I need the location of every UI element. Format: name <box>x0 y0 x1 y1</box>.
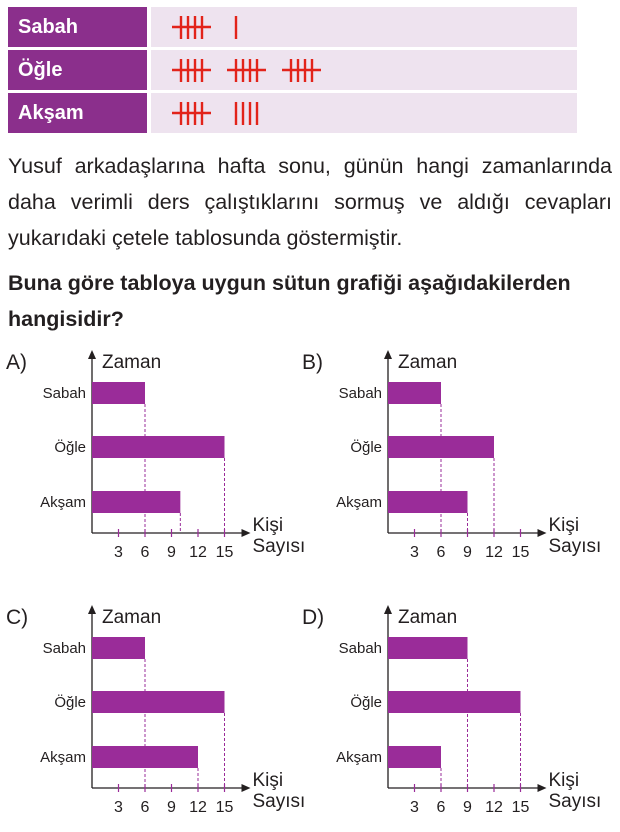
tally-row-sabah <box>8 7 577 47</box>
tally-marks-svg <box>151 7 577 47</box>
x-axis-title: Kişi <box>252 770 284 791</box>
category-label: Öğle <box>350 694 382 711</box>
category-label: Öğle <box>350 439 382 456</box>
y-axis-title: Zaman <box>102 352 162 373</box>
question-text: Yusuf arkadaşlarına hafta sonu, günün hangi zamanlarında daha verimli ders çalıştıklarını sormuş ve aldığı cevapları yukarıdaki çetele tablosunda göstermiştir. <box>8 154 612 250</box>
x-tick-label: 12 <box>189 799 207 816</box>
category-label: Akşam <box>336 494 382 511</box>
category-label: Öğle <box>54 439 86 456</box>
option-letter: D) <box>302 606 325 629</box>
tally-group-five <box>227 59 266 82</box>
tally-row-ogle <box>8 50 577 90</box>
option-letter: A) <box>6 351 27 374</box>
x-tick-label: 3 <box>410 799 419 816</box>
x-axis-title: Kişi <box>252 515 284 536</box>
tally-group <box>236 102 257 125</box>
category-label: Öğle <box>54 694 86 711</box>
x-axis-title: Sayısı <box>548 791 602 812</box>
x-tick-label: 9 <box>463 799 472 816</box>
bar <box>92 491 180 513</box>
option-a-svg <box>6 345 306 565</box>
option-b-svg <box>302 345 602 565</box>
y-axis-title: Zaman <box>398 352 458 373</box>
bar <box>388 382 441 404</box>
tally-marks-svg <box>151 93 577 133</box>
x-tick-label: 12 <box>485 799 503 816</box>
option-c-svg <box>6 600 306 820</box>
question-prompt: Buna göre tabloya uygun sütun grafiği aşağıdakilerden hangisidir? <box>8 271 571 331</box>
y-axis-arrow <box>88 350 96 359</box>
category-label: Akşam <box>40 494 86 511</box>
category-label: Sabah <box>338 640 382 657</box>
x-tick-label: 9 <box>463 544 472 561</box>
tally-row-aksam <box>8 93 577 133</box>
bar <box>92 382 145 404</box>
bar <box>92 637 145 659</box>
bar <box>388 691 521 713</box>
y-axis-arrow <box>384 605 392 614</box>
y-axis-title: Zaman <box>398 607 458 628</box>
tally-marks-svg <box>151 50 577 90</box>
x-axis-arrow <box>242 784 251 792</box>
x-tick-label: 12 <box>189 544 207 561</box>
x-tick-label: 6 <box>436 544 446 561</box>
y-axis-title: Zaman <box>102 607 162 628</box>
x-tick-label: 9 <box>167 799 176 816</box>
x-axis-title: Sayısı <box>548 536 602 557</box>
x-tick-label: 15 <box>511 799 530 816</box>
x-tick-label: 6 <box>140 799 150 816</box>
x-axis-arrow <box>538 529 547 537</box>
tally-marks <box>151 50 577 90</box>
tally-marks <box>151 93 577 133</box>
x-axis-arrow <box>538 784 547 792</box>
option-d-chart[interactable] <box>302 600 602 820</box>
x-tick-label: 6 <box>436 799 446 816</box>
x-tick-label: 9 <box>167 544 176 561</box>
x-tick-label: 12 <box>485 544 503 561</box>
x-tick-label: 3 <box>114 544 123 561</box>
x-axis-arrow <box>242 529 251 537</box>
x-tick-label: 6 <box>140 544 150 561</box>
x-tick-label: 15 <box>215 544 234 561</box>
row-label: Akşam <box>8 93 147 133</box>
bar <box>388 637 468 659</box>
option-c-chart[interactable] <box>6 600 306 820</box>
option-d-svg <box>302 600 602 820</box>
option-letter: B) <box>302 351 323 374</box>
category-label: Sabah <box>42 385 86 402</box>
bar <box>92 691 225 713</box>
category-label: Akşam <box>336 749 382 766</box>
tally-group-five <box>172 102 211 125</box>
tally-group-five <box>172 59 211 82</box>
x-tick-label: 3 <box>114 799 123 816</box>
option-b-chart[interactable] <box>302 345 602 565</box>
option-a-chart[interactable] <box>6 345 306 565</box>
category-label: Sabah <box>42 640 86 657</box>
category-label: Sabah <box>338 385 382 402</box>
bar <box>92 746 198 768</box>
x-axis-title: Kişi <box>548 515 580 536</box>
tally-group-five <box>172 16 211 39</box>
bar <box>388 746 441 768</box>
y-axis-arrow <box>384 350 392 359</box>
tally-table <box>8 7 577 134</box>
bar <box>388 436 494 458</box>
row-label: Sabah <box>8 7 147 47</box>
x-axis-title: Kişi <box>548 770 580 791</box>
tally-group-five <box>282 59 321 82</box>
option-letter: C) <box>6 606 29 629</box>
tally-marks <box>151 7 577 47</box>
x-axis-title: Sayısı <box>252 536 306 557</box>
x-axis-title: Sayısı <box>252 791 306 812</box>
row-label: Öğle <box>8 50 147 90</box>
x-tick-label: 3 <box>410 544 419 561</box>
x-tick-label: 15 <box>511 544 530 561</box>
bar <box>92 436 225 458</box>
y-axis-arrow <box>88 605 96 614</box>
category-label: Akşam <box>40 749 86 766</box>
bar <box>388 491 468 513</box>
x-tick-label: 15 <box>215 799 234 816</box>
